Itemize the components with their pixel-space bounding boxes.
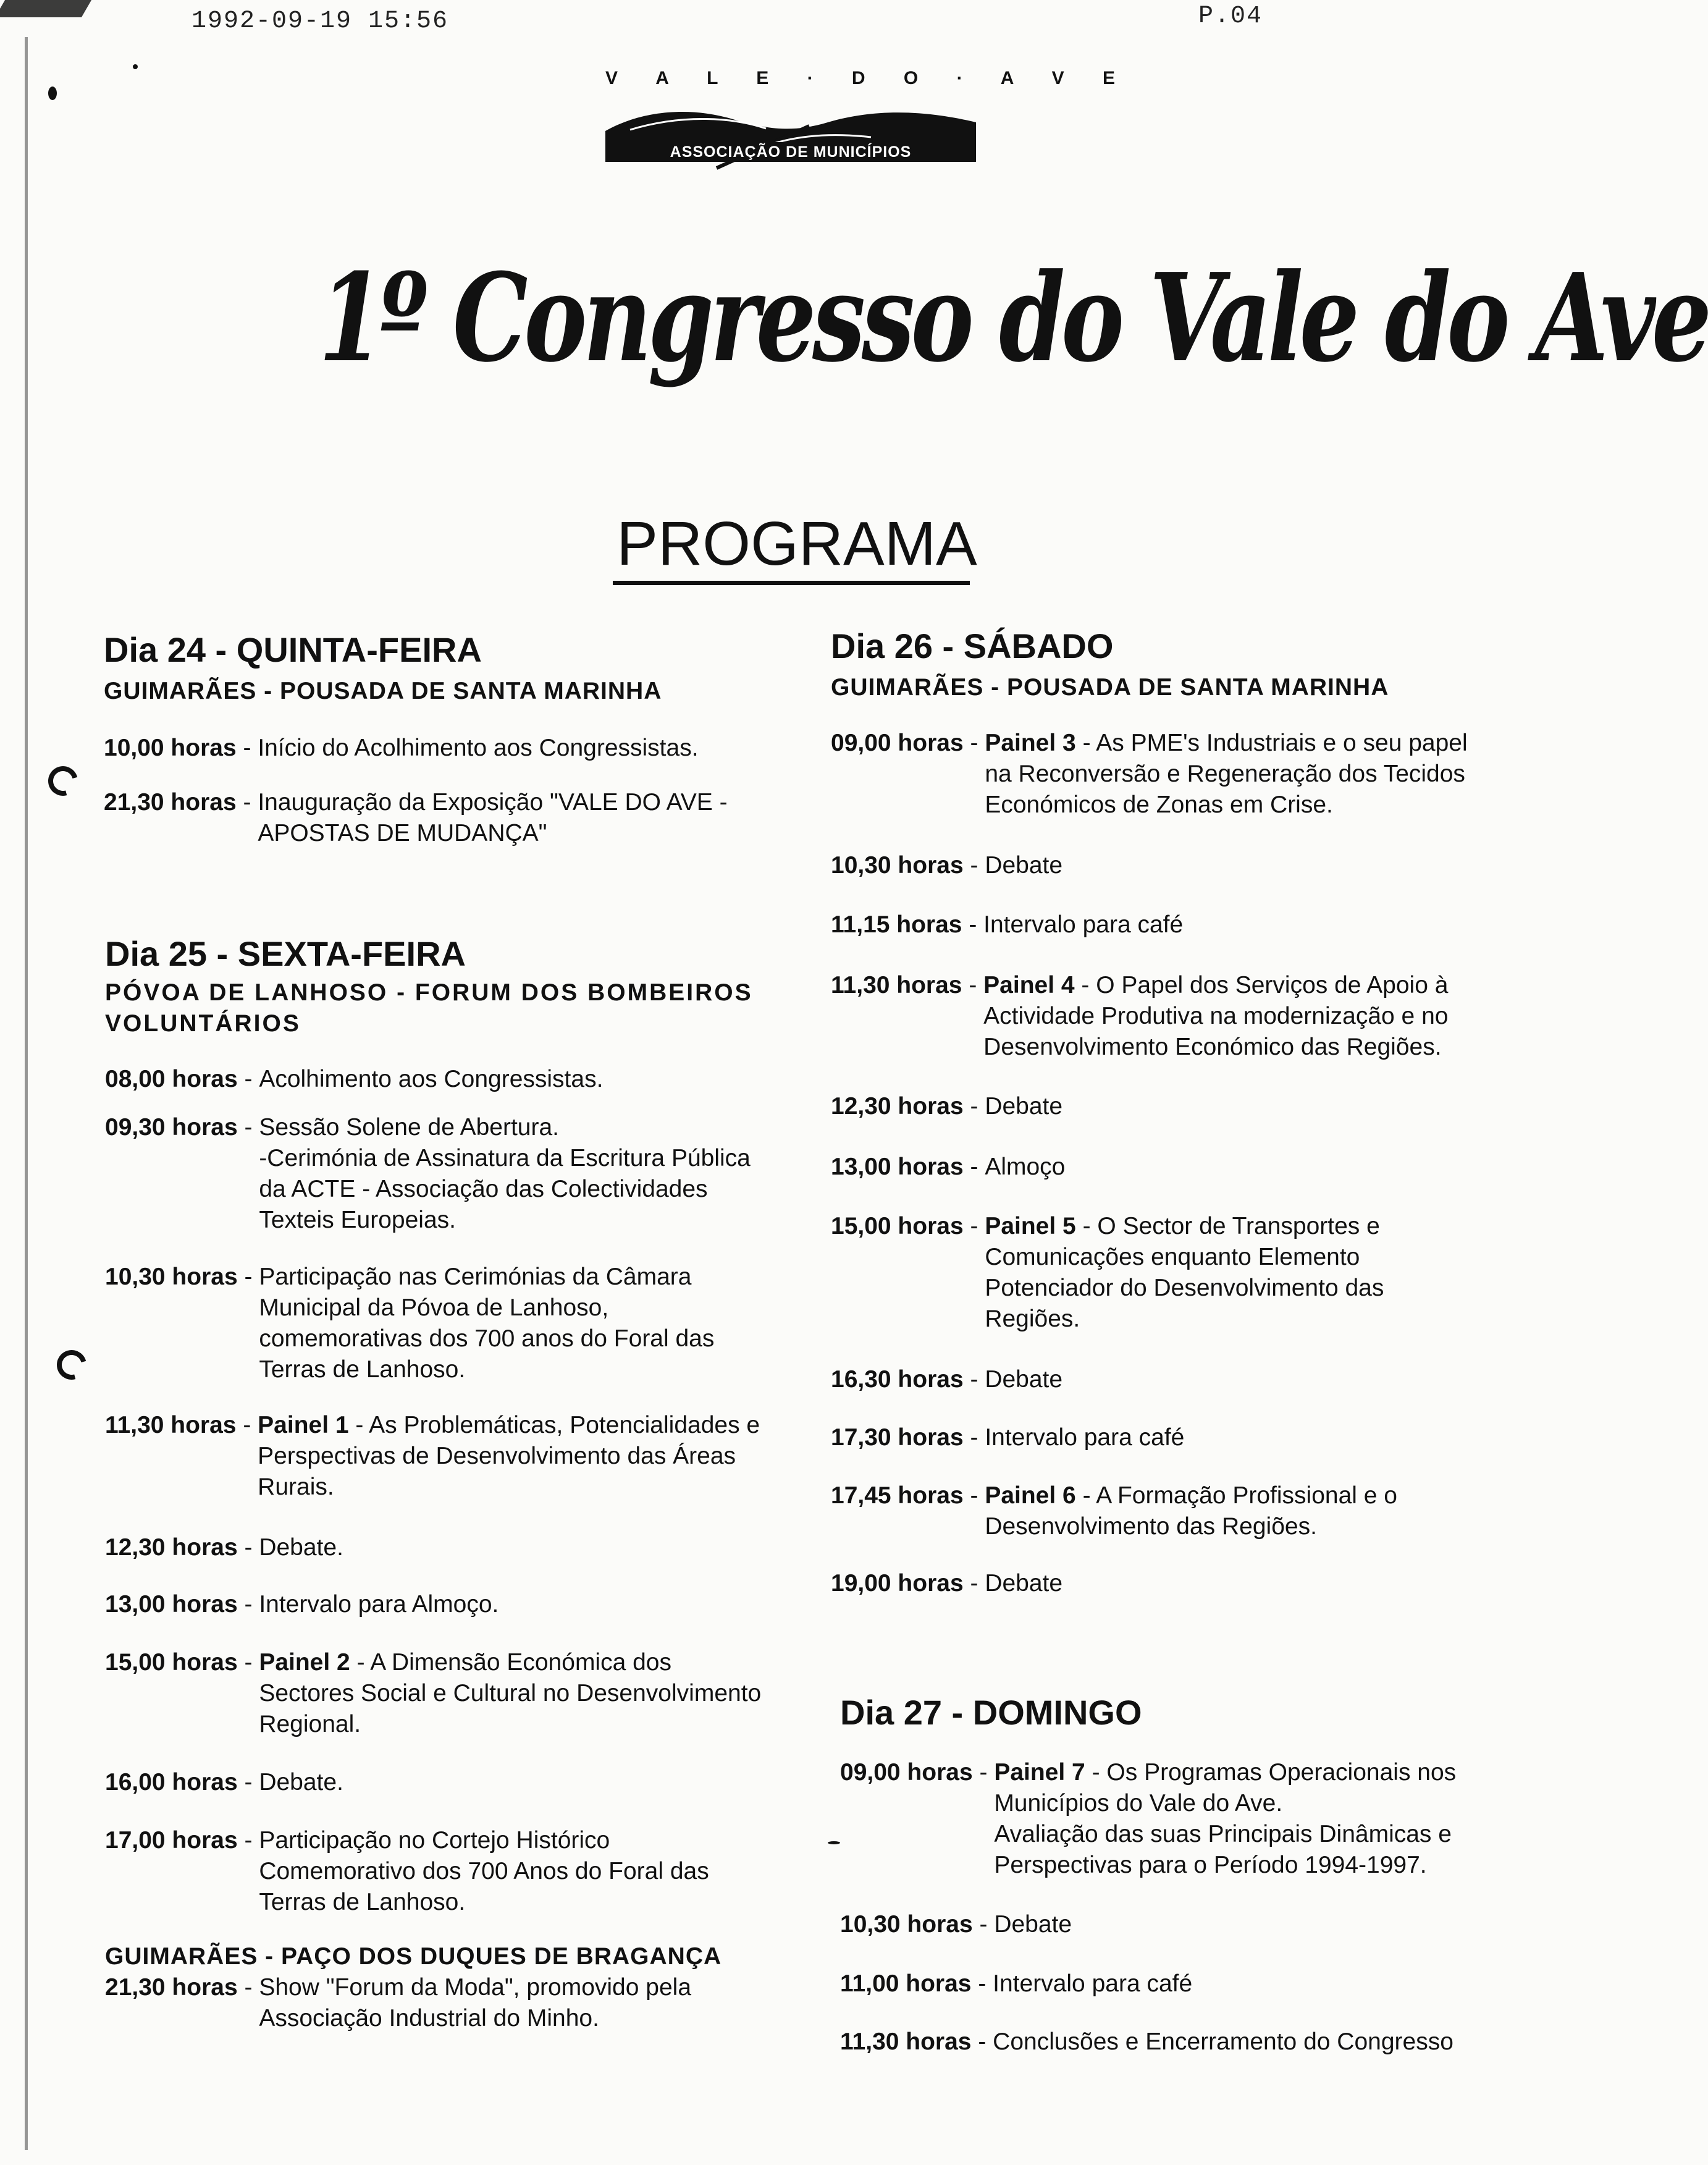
association-logo	[605, 68, 1132, 169]
entry-time: 10,30 horas	[831, 852, 964, 879]
entry-time: 09,30 horas	[105, 1114, 238, 1141]
schedule-entry: 17,45 horas - Painel 6 - A Formação Profissional e o Desenvolvimento das Regiões.	[831, 1480, 1483, 1542]
entry-time: 19,00 horas	[831, 1570, 964, 1597]
entry-time: 11,30 horas	[840, 2028, 972, 2055]
entry-text: Debate	[985, 1093, 1063, 1120]
entry-text: Debate	[994, 1911, 1072, 1938]
scan-speck	[133, 64, 138, 69]
entry-time: 11,30 horas	[831, 972, 962, 998]
entry-text: Intervalo para café	[983, 911, 1184, 938]
schedule-entry: 09,00 horas - Painel 3 - As PME's Industriais e o seu papel na Reconversão e Regeneração dos Tecidos Económicos de Zonas em Crise.	[831, 728, 1483, 821]
entry-text: Conclusões e Encerramento do Congresso	[993, 2028, 1453, 2055]
entry-text: Debate	[985, 1570, 1063, 1597]
programa-underline	[613, 581, 970, 585]
entry-time: 12,30 horas	[831, 1093, 964, 1120]
entry-text: Os Programas Operacionais nos Municípios do Vale do Ave.	[994, 1759, 1457, 1817]
schedule-entry: 15,00 horas - Painel 5 - O Sector de Transportes e Comunicações enquanto Elemento Potenciador do Desenvolvimento das Regiões.	[831, 1211, 1483, 1335]
entry-text: O Sector de Transportes e Comunicações enquanto Elemento Potenciador do Desenvolvimento das Regiões.	[985, 1213, 1384, 1332]
entry-text: Intervalo para café	[985, 1424, 1185, 1451]
entry-time: 09,00 horas	[840, 1759, 973, 1786]
entry-time: 11,00 horas	[840, 1970, 972, 1997]
day-25-section	[105, 933, 772, 2034]
panel-label: Painel 5	[985, 1213, 1076, 1239]
day-heading: Dia 27 - DOMINGO	[840, 1693, 1142, 1732]
entry-time: 10,30 horas	[105, 1264, 238, 1290]
day-heading: Dia 26 - SÁBADO	[831, 627, 1114, 665]
schedule-entry: 13,00 horas - Intervalo para Almoço.	[105, 1589, 772, 1620]
schedule-entry: 11,30 horas - Painel 1 - As Problemáticas, Potencialidades e Perspectivas de Desenvolvimento das Áreas Rurais.	[105, 1410, 772, 1503]
schedule-entry: 17,00 horas - Participação no Cortejo Histórico Comemorativo dos 700 Anos do Foral das Terras de Lanhoso.	[105, 1825, 772, 1918]
schedule-entry: 17,30 horas - Intervalo para café	[831, 1422, 1483, 1453]
schedule-entry: 12,30 horas - Debate	[831, 1091, 1483, 1122]
entry-text: Participação nas Cerimónias da Câmara Municipal da Póvoa de Lanhoso, comemorativas dos 700 anos do Foral das Terras de Lanhoso.	[259, 1264, 715, 1383]
scan-speck	[828, 1841, 840, 1844]
entry-time: 17,45 horas	[831, 1482, 964, 1509]
entry-text: O Papel dos Serviços de Apoio à Actividade Produtiva na modernização e no Desenvolvimento Económico das Regiões.	[983, 972, 1449, 1060]
schedule-entry: 11,30 horas - Painel 4 - O Papel dos Serviços de Apoio à Actividade Produtiva na modernização e no Desenvolvimento Económico das Regiões.	[831, 970, 1483, 1063]
entry-text: Início do Acolhimento aos Congressistas.	[258, 735, 699, 761]
logo-graphic	[605, 101, 976, 169]
entry-time: 21,30 horas	[104, 789, 237, 816]
entry-time: 11,30 horas	[105, 1412, 237, 1438]
entry-time: 17,30 horas	[831, 1424, 964, 1451]
logo-letters: V A L E · D O · A V E	[605, 68, 1132, 88]
entry-text: As Problemáticas, Potencialidades e Perspectivas de Desenvolvimento das Áreas Rurais.	[258, 1412, 760, 1500]
punch-hole-mark	[51, 1344, 92, 1385]
day-26-section	[831, 625, 1483, 1599]
schedule-entry: 10,00 horas - Início do Acolhimento aos Congressistas.	[104, 733, 802, 764]
entry-time: 16,30 horas	[831, 1366, 964, 1393]
entry-text: Debate.	[259, 1534, 343, 1561]
programa-heading: PROGRAMA	[616, 509, 977, 578]
day-24-section	[104, 629, 802, 849]
scan-edge-line	[25, 37, 28, 2150]
entry-time: 15,00 horas	[105, 1649, 238, 1676]
entry-time: 13,00 horas	[831, 1154, 964, 1180]
schedule-entry: 10,30 horas - Participação nas Cerimónias da Câmara Municipal da Póvoa de Lanhoso, comemorativas dos 700 anos do Foral das Terras de Lanhoso.	[105, 1262, 772, 1385]
entry-time: 08,00 horas	[105, 1066, 238, 1092]
day-heading: Dia 25 - SEXTA-FEIRA	[105, 934, 466, 973]
panel-label: Painel 4	[983, 972, 1075, 998]
entry-time: 12,30 horas	[105, 1534, 238, 1561]
schedule-entry: 11,15 horas - Intervalo para café	[831, 909, 1483, 940]
day-heading: Dia 24 - QUINTA-FEIRA	[104, 630, 482, 669]
entry-text: Intervalo para café	[993, 1970, 1193, 1997]
entry-time: 17,00 horas	[105, 1827, 238, 1854]
entry-text: Sessão Solene de Abertura.	[259, 1114, 559, 1141]
schedule-entry: 15,00 horas - Painel 2 - A Dimensão Económica dos Sectores Social e Cultural no Desenvolvimento Regional.	[105, 1647, 772, 1740]
schedule-entry: 16,00 horas - Debate.	[105, 1767, 772, 1798]
schedule-entry: 13,00 horas - Almoço	[831, 1152, 1483, 1183]
panel-label: Painel 6	[985, 1482, 1076, 1509]
punch-hole-mark	[43, 761, 83, 801]
entry-text: Intervalo para Almoço.	[259, 1591, 499, 1618]
entry-time: 13,00 horas	[105, 1591, 238, 1618]
scan-corner-mark	[0, 0, 91, 17]
logo-subtitle: ASSOCIAÇÃO DE MUNICÍPIOS	[605, 142, 976, 162]
panel-label: Painel 7	[994, 1759, 1085, 1786]
entry-text: A Dimensão Económica dos Sectores Social e Cultural no Desenvolvimento Regional.	[259, 1649, 762, 1737]
schedule-entry: 16,30 horas - Debate	[831, 1364, 1483, 1395]
venue-heading: GUIMARÃES - POUSADA DE SANTA MARINHA	[831, 674, 1389, 701]
entry-subtext: Avaliação das suas Principais Dinâmicas e Perspectivas para o Período 1994-1997.	[994, 1821, 1452, 1878]
venue-heading: GUIMARÃES - PAÇO DOS DUQUES DE BRAGANÇA	[105, 1943, 722, 1970]
schedule-entry: 19,00 horas - Debate	[831, 1568, 1483, 1599]
entry-text: Almoço	[985, 1154, 1066, 1180]
entry-text: Debate.	[259, 1769, 343, 1796]
entry-text: A Formação Profissional e o Desenvolvimento das Regiões.	[985, 1482, 1397, 1540]
schedule-entry: 21,30 horas - Inauguração da Exposição "VALE DO AVE - APOSTAS DE MUDANÇA"	[104, 787, 802, 849]
entry-text: Participação no Cortejo Histórico Comemorativo dos 700 Anos do Foral das Terras de Lanhoso.	[259, 1827, 709, 1915]
fax-timestamp: 1992-09-19 15:56	[191, 7, 449, 35]
entry-time: 10,00 horas	[104, 735, 237, 761]
schedule-entry: 10,30 horas - Debate	[831, 850, 1483, 881]
panel-label: Painel 1	[258, 1412, 349, 1438]
entry-time: 15,00 horas	[831, 1213, 964, 1239]
venue-heading: PÓVOA DE LANHOSO - FORUM DOS BOMBEIROS VOLUNTÁRIOS	[105, 979, 753, 1037]
entry-subtext: -Cerimónia de Assinatura da Escritura Pública da ACTE - Associação das Colectividades Texteis Europeias.	[259, 1145, 751, 1233]
entry-time: 11,15 horas	[831, 911, 962, 938]
schedule-entry: 08,00 horas - Acolhimento aos Congressistas.	[105, 1064, 772, 1095]
entry-time: 10,30 horas	[840, 1911, 973, 1938]
panel-label: Painel 3	[985, 730, 1076, 756]
entry-text: Inauguração da Exposição "VALE DO AVE - APOSTAS DE MUDANÇA"	[258, 789, 728, 846]
entry-text: Debate	[985, 852, 1063, 879]
venue-heading: GUIMARÃES - POUSADA DE SANTA MARINHA	[104, 678, 662, 704]
schedule-entry: 09,30 horas - Sessão Solene de Abertura. -Cerimónia de Assinatura da Escritura Pública da ACTE - Associação das Colectividades Texteis Europeias.	[105, 1112, 772, 1236]
fax-page-number: P.04	[1198, 2, 1263, 30]
panel-label: Painel 2	[259, 1649, 350, 1676]
schedule-entry: 21,30 horas - Show "Forum da Moda", promovido pela Associação Industrial do Minho.	[105, 1972, 772, 2034]
entry-time: 16,00 horas	[105, 1769, 238, 1796]
scan-speck	[48, 87, 57, 100]
schedule-entry: 12,30 horas - Debate.	[105, 1532, 772, 1563]
entry-time: 09,00 horas	[831, 730, 964, 756]
entry-text: As PME's Industriais e o seu papel na Reconversão e Regeneração dos Tecidos Económicos de Zonas em Crise.	[985, 730, 1468, 818]
schedule-entry: 10,30 horas - Debate	[840, 1909, 1495, 1940]
entry-time: 21,30 horas	[105, 1974, 238, 2001]
entry-text: Show "Forum da Moda", promovido pela Associação Industrial do Minho.	[259, 1974, 692, 2032]
schedule-entry: 11,30 horas - Conclusões e Encerramento do Congresso	[840, 2027, 1495, 2057]
entry-text: Acolhimento aos Congressistas.	[259, 1066, 604, 1092]
schedule-entry: 11,00 horas - Intervalo para café	[840, 1969, 1495, 1999]
schedule-entry: 09,00 horas - Painel 7 - Os Programas Operacionais nos Municípios do Vale do Ave. Avaliação das suas Principais Dinâmicas e Perspectivas para o Período 1994-1997.	[840, 1757, 1495, 1881]
day-27-section	[840, 1692, 1495, 2057]
entry-text: Debate	[985, 1366, 1063, 1393]
congress-title: 1º Congresso do Vale do Ave	[318, 247, 1708, 389]
